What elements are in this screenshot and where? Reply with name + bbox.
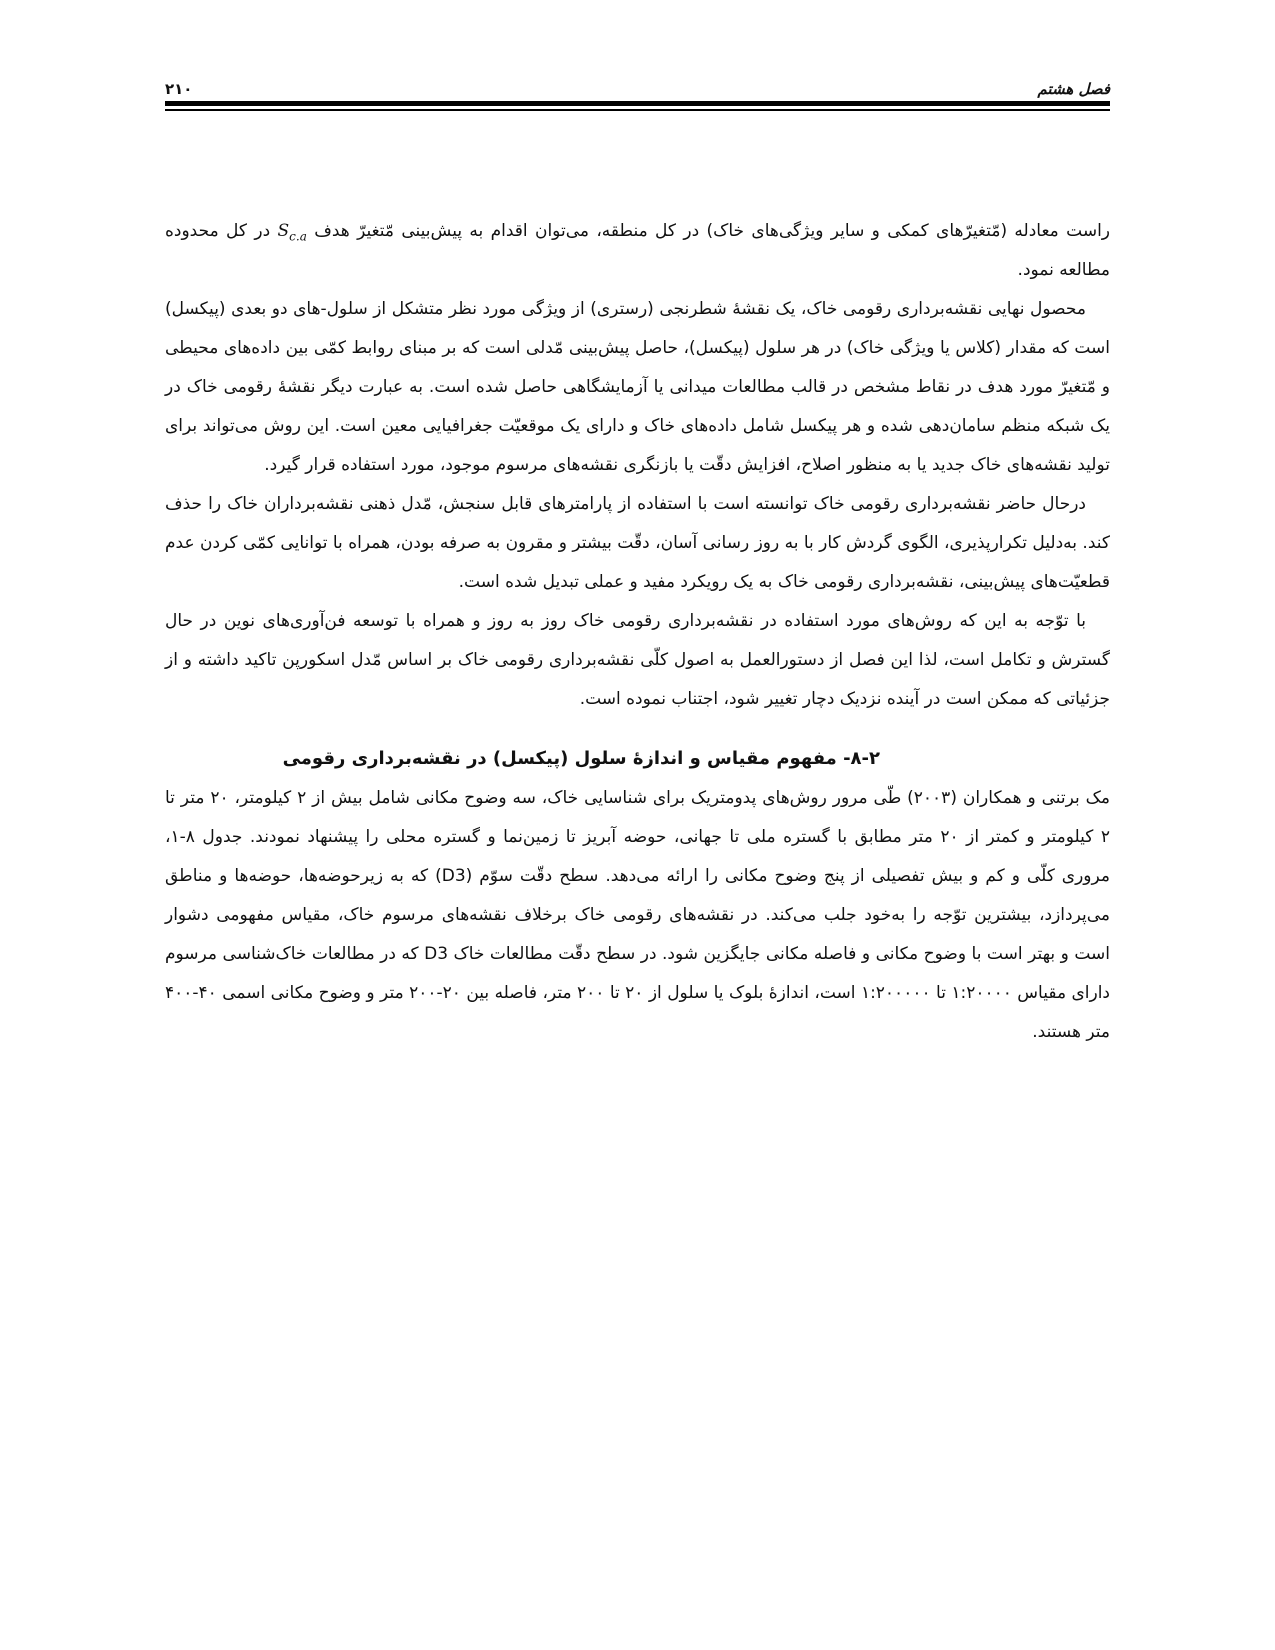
paragraph-1 [165,212,1110,290]
paragraph-3: درحال حاضر نقشه‌برداری رقومی خاک توانسته است با استفاده از پارامترهای قابل سنجش، مّدل ذهنی نقشه‌برداران خاک را حذف کند. به‌دلیل تکرارپذیری، الگوی گردش کار با به روز رسانی آسان، دقّت بیشتر و مقرون به صرفه بودن، همراه با توانایی کمّی کردن عدم قطعیّت‌های پیش‌بینی، نقشه‌برداری رقومی خاک به یک رویکرد مفید و عملی تبدیل شده است. [165,494,1110,592]
section-paragraph: مک برتنی و همکاران (۲۰۰۳) طّی مرور روش‌های پدومتریک برای شناسایی خاک، سه وضوح مکانی شامل بیش از ۲ کیلومتر، ۲۰ متر تا ۲ کیلومتر و کمتر از ۲۰ متر مطابق با گستره ملی تا جهانی، حوضه آبریز تا زمین‌نما و گستره محلی را پیشنهاد نمودند. جدول ۸-۱، مروری کلّی و کم و بیش تفصیلی از پنج وضوح مکانی را ارائه می‌دهد. سطح دقّت سوّم (D3) که به زیرحوضه‌ها، حوضه‌ها و مناطق می‌پردازد، بیشترین توّجه را به‌خود جلب می‌کند. در نقشه‌های رقومی خاک برخلاف نقشه‌های مرسوم خاک، مقیاس مفهومی دشوار است و بهتر است با وضوح مکانی و فاصله مکانی جایگزین شود. در سطح دقّت مطالعات خاک D3 که در مطالعات خاک‌شناسی مرسوم دارای مقیاس ۱:۲۰۰۰۰ تا ۱:۲۰۰۰۰۰ است، اندازۀ بلوک یا سلول از ۲۰ تا ۲۰۰ متر، فاصله بین ۲۰-۲۰۰ متر و وضوح مکانی اسمی ۴۰-۴۰۰ متر هستند. [165,788,1111,1042]
header-rule-thin [165,109,1110,111]
paragraph-1-text-start: راست معادله (مّتغیرّهای کمکی و سایر ویژگی‌های خاک) در کل منطقه، می‌توان اقدام به پیش‌بینی مّتغیرّ هدف [306,221,1110,241]
page-number: ۲۱۰ [165,80,193,98]
math-subscript: c.a [289,229,307,244]
chapter-title: فصل هشتم [1037,80,1110,98]
math-symbol: S [277,221,290,241]
body-text [165,212,1110,1052]
section-heading: ۸-۲- مفهوم مقیاس و اندازۀ سلول (پیکسل) در نقشه‌برداری رقومی [282,748,880,769]
running-header [165,70,1110,98]
paragraph-2: محصول نهایی نقشه‌برداری رقومی خاک، یک نقشۀ شطرنجی (رستری) از ویژگی مورد نظر متشکل از سلول-های دو بعدی (پیکسل) است که مقدار (کلاس یا ویژگی خاک) در هر سلول (پیکسل)، حاصل پیش‌بینی مّدلی است که بر مبنای روابط کمّی بین داده‌های محیطی و مّتغیرّ مورد هدف در نقاط مشخص در قالب مطالعات میدانی یا آزمایشگاهی حاصل شده است. به عبارت دیگر نقشۀ رقومی خاک در یک شبکه منظم سامان‌دهی شده و هر پیکسل شامل داده‌های خاک و دارای یک موقعیّت جغرافیایی معین است. این روش می‌تواند برای تولید نقشه‌های خاک جدید یا به منظور اصلاح، افزایش دقّت یا بازنگری نقشه‌های مرسوم موجود، مورد استفاده قرار گیرد. [165,299,1110,475]
paragraph-4: با توّجه به این که روش‌های مورد استفاده در نقشه‌برداری رقومی خاک روز به روز و همراه با توسعه فن‌آوری‌های نوین در حال گسترش و تکامل است، لذا این فصل از دستورالعمل به اصول کلّی نقشه‌برداری رقومی خاک بر اساس مّدل اسکورپن تاکید داشته و از جزئیاتی که ممکن است در آینده نزدیک دچار تغییر شود، اجتناب نموده است. [165,611,1110,709]
math-symbol-sca [278,212,307,251]
paragraph-1-text-end: در کل محدوده مطالعه نمود. [165,221,1110,280]
header-rule-thick [165,101,1110,106]
